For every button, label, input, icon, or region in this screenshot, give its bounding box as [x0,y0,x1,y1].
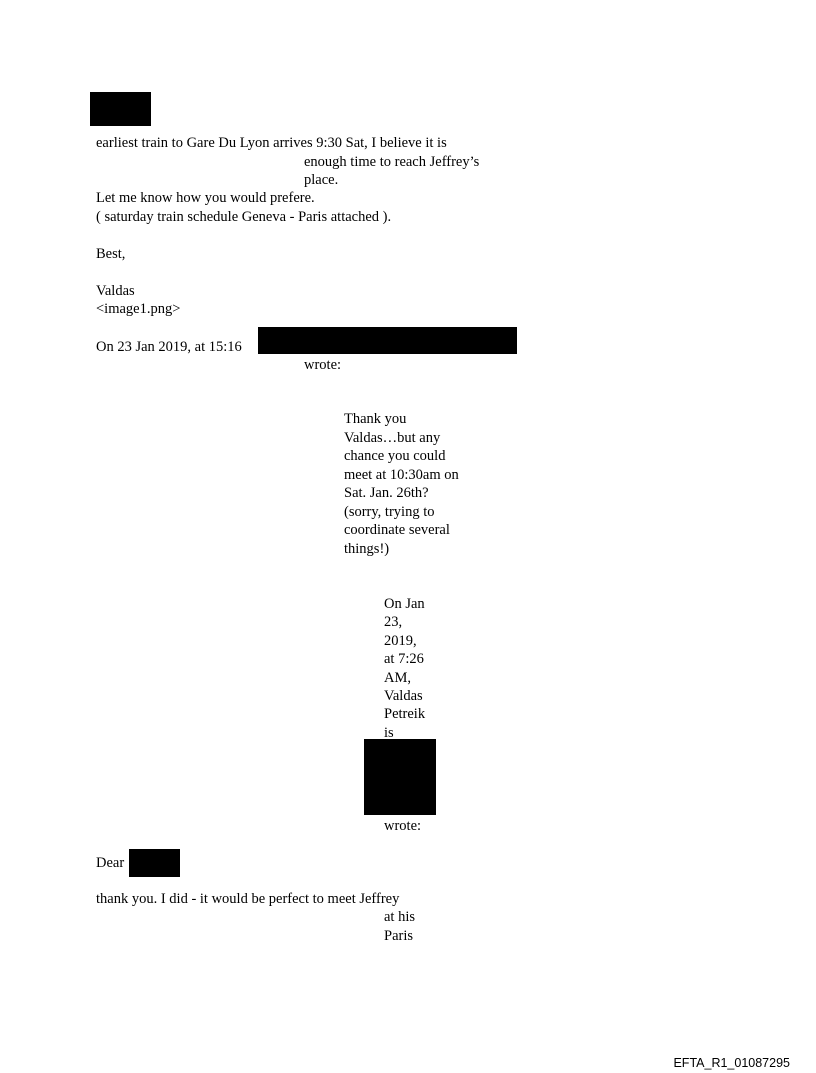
reply-line: (sorry, trying to [344,504,435,520]
email-line-train-cont-2: place. [304,172,339,188]
email-signature: Valdas [96,283,135,299]
email-line-preference: Let me know how you would prefere. [96,190,315,206]
quote2-line: 23, [384,614,403,630]
quote1-wrote: wrote: [304,357,342,373]
quote2-line: is [384,725,394,741]
quote2-wrote: wrote: [384,818,422,834]
email-line-train-cont-1: enough time to reach Jeffrey’s [304,154,480,170]
quote2-line: at 7:26 [384,651,424,667]
document-id: EFTA_R1_01087295 [673,1056,790,1070]
body-line: thank you. I did - it would be perfect to meet Jeffrey [96,891,400,907]
email-line-train: earliest train to Gare Du Lyon arrives 9:30 Sat, I believe it is [96,135,447,151]
reply-line: coordinate several [344,522,450,538]
reply-line: chance you could [344,448,446,464]
quote2-line: 2019, [384,633,417,649]
quote2-line: On Jan [384,596,425,612]
quote2-line: AM, [384,670,411,686]
redaction-block-top [90,92,151,126]
quote2-line: Petreik [384,706,426,722]
body-cont-line: Paris [384,928,413,944]
reply-line: meet at 10:30am on [344,467,459,483]
redaction-block-quote1-sender [258,327,517,354]
greeting: Dear [96,855,125,871]
redaction-block-greeting-name [129,849,180,877]
quote2-line: Valdas [384,688,423,704]
email-closing: Best, [96,246,126,262]
redaction-block-quote2-sender [364,739,436,815]
reply-line: Valdas…but any [344,430,441,446]
reply-line: Thank you [344,411,407,427]
reply-line: things!) [344,541,390,557]
email-line-schedule: ( saturday train schedule Geneva - Paris attached ). [96,209,392,225]
reply-line: Sat. Jan. 26th? [344,485,429,501]
body-cont-line: at his [384,909,416,925]
email-attachment: <image1.png> [96,301,181,317]
quote1-header: On 23 Jan 2019, at 15:16 [96,339,242,355]
